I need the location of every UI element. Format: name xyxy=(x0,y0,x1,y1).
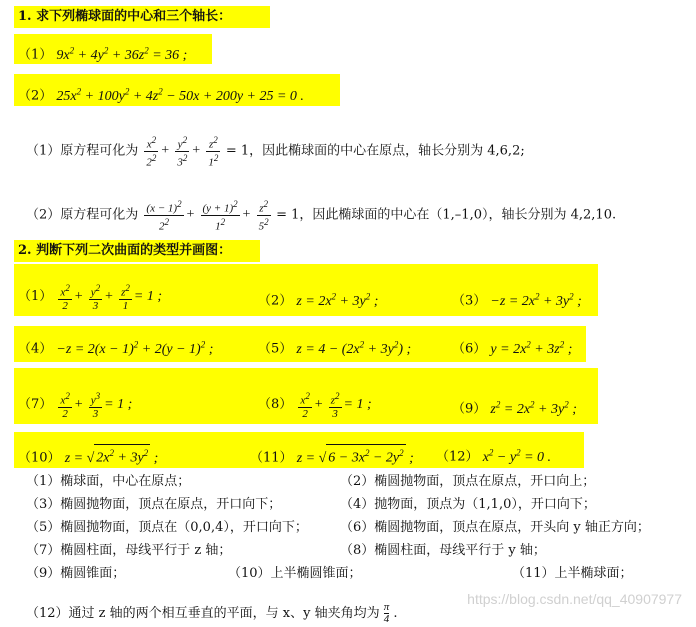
section-2-heading: 2. 判断下列二次曲面的类型并画图： xyxy=(18,243,232,258)
label: （11） xyxy=(250,450,293,466)
problem-1-1 xyxy=(18,42,187,64)
equation: $\frac{x^2}{2}$ + $\frac{z^2}{3}$ = 1 ; xyxy=(300,391,372,420)
label: （4） xyxy=(18,341,53,357)
equation: $z = 4 - (2x^2 + 3y^2)$ ; xyxy=(296,339,412,357)
label: （12） xyxy=(436,449,479,465)
problem-2-8 xyxy=(258,390,372,420)
label: （5） xyxy=(258,341,293,357)
problem-2-6 xyxy=(452,336,572,358)
answer-5: （5）椭圆抛物面，顶点在（0,0,4），开口向下； xyxy=(26,520,308,535)
text: = 1，因此椭球面的中心在（1,–1,0），轴长分别为 4,2,10. xyxy=(276,207,617,223)
problem-2-10 xyxy=(18,444,158,467)
equation: $\frac{x^2}{2}$ + $\frac{y^3}{3}$ = 1 ; xyxy=(60,391,133,420)
solution-1-1 xyxy=(26,134,525,168)
equation: $z = 2x^2 + 3y^2$ ; xyxy=(296,291,379,309)
problem-2-11 xyxy=(250,444,414,467)
answer-4: （4）抛物面，顶点为（1,1,0），开口向下； xyxy=(340,497,596,512)
equation: $25x^2 + 100y^2 + 4z^2 - 50x + 200y + 25 = 0$ . xyxy=(56,86,304,104)
equation: $y = 2x^2 + 3z^2$ ; xyxy=(490,339,573,357)
text: （12）通过 z 轴的两个相互垂直的平面，与 x、y 轴夹角均为 xyxy=(26,606,380,621)
answer-2: （2）椭圆抛物面，顶点在原点，开口向上； xyxy=(340,474,596,489)
label: （7） xyxy=(18,397,53,413)
answer-1: （1）椭球面，中心在原点； xyxy=(26,474,191,489)
equation: $9x^2 + 4y^2 + 36z^2 = 36$ ; xyxy=(56,45,188,63)
problem-2-1 xyxy=(18,282,162,312)
answer-6: （6）椭圆抛物面，顶点在原点，开头向 y 轴正方向； xyxy=(340,520,650,535)
label: （6） xyxy=(452,341,487,357)
equation: $\frac{x^2}{2^2}$ + $\frac{y^2}{3^2}$ + $\frac{z^2}{1^2}$ xyxy=(146,135,219,169)
equation: $-z = 2x^2 + 3y^2$ ; xyxy=(490,291,582,309)
solution-1-2 xyxy=(26,198,616,232)
section-1-heading: 1. 求下列椭球面的中心和三个轴长： xyxy=(18,9,232,24)
label: （1） xyxy=(18,289,53,305)
label: （9） xyxy=(452,401,487,417)
equation: $\frac{(x - 1)^2}{2^2}$ + $\frac{(y + 1)^2}{1^2}$ + $\frac{z^2}{5^2}$ xyxy=(146,199,269,233)
label: （1） xyxy=(18,47,53,63)
problem-2-2 xyxy=(258,288,378,310)
answer-9: （9）椭圆锥面； xyxy=(26,566,126,581)
equation: $-z = 2(x - 1)^2 + 2(y - 1)^2$ ; xyxy=(56,339,214,357)
problem-2-9 xyxy=(452,396,577,418)
label: （8） xyxy=(258,397,293,413)
answer-10: （10）上半椭圆锥面； xyxy=(228,566,362,581)
problem-2-12 xyxy=(436,444,551,466)
equation: z = √ $2x^2 + 3y^2$ ; xyxy=(65,451,159,466)
label: （1）原方程可化为 xyxy=(26,143,139,159)
equation: $z^2 = 2x^2 + 3y^2$ ; xyxy=(490,399,577,417)
equation: $x^2 - y^2 = 0$ . xyxy=(482,447,552,465)
problem-2-5 xyxy=(258,336,411,358)
equation: z = √ $6 - 3x^2 - 2y^2$ ; xyxy=(297,451,414,466)
problem-2-7 xyxy=(18,390,132,420)
label: （2） xyxy=(258,293,293,309)
problem-2-4 xyxy=(18,336,213,358)
answer-3: （3）椭圆抛物面，顶点在原点，开口向下； xyxy=(26,497,282,512)
problem-2-3 xyxy=(452,288,582,310)
label: （2） xyxy=(18,88,53,104)
pi-over-4: $\frac{\pi}{4}$ xyxy=(383,601,390,625)
equation: $\frac{x^2}{2}$ + $\frac{y^2}{3}$ + $\frac{z^2}{1}$ = 1 ; xyxy=(60,283,162,312)
answer-11: （11）上半椭球面； xyxy=(512,566,633,581)
text: = 1，因此椭球面的中心在原点，轴长分别为 4,6,2; xyxy=(225,143,525,159)
label: （2）原方程可化为 xyxy=(26,207,139,223)
label: （10） xyxy=(18,450,61,466)
answer-8: （8）椭圆柱面，母线平行于 y 轴； xyxy=(340,543,546,558)
watermark: https://blog.csdn.net/qq_40907977 xyxy=(467,591,682,607)
answer-7: （7）椭圆柱面，母线平行于 z 轴； xyxy=(26,543,232,558)
answer-12: （12）通过 z 轴的两个相互垂直的平面，与 x、y 轴夹角均为 $\frac{\pi}{4}$ . xyxy=(26,601,398,625)
problem-1-2 xyxy=(18,83,304,105)
label: （3） xyxy=(452,293,487,309)
